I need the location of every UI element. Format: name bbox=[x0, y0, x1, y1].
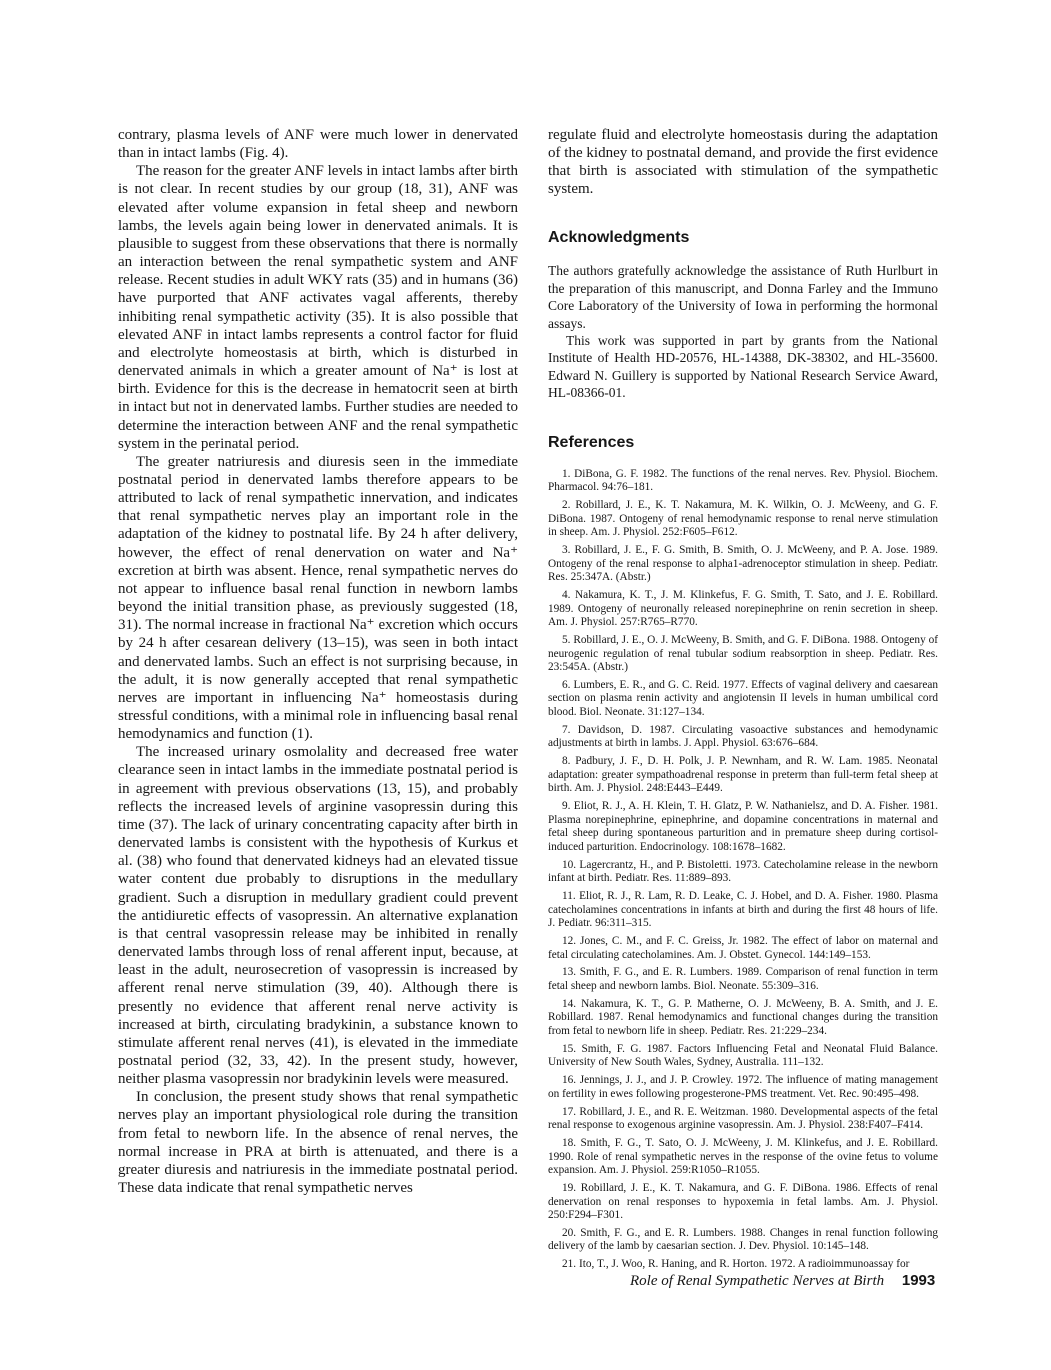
reference-item: 2. Robillard, J. E., K. T. Nakamura, M. K. Wilkin, O. J. McWeeny, and G. F. DiBona. 1987. Ontogeny of renal hemodynamic response to renal nerve stimulation in sheep. Am. J. Physiol. 252:F605–F612. bbox=[548, 499, 938, 539]
page-footer bbox=[630, 1272, 935, 1290]
acknowledgments-paragraph: The authors gratefully acknowledge the assistance of Ruth Hurlburt in the preparation of this manuscript, and Donna Farley and the Immuno Core Laboratory of the University of Iowa in performing the hormonal assays. bbox=[548, 263, 938, 331]
reference-item: 7. Davidson, D. 1987. Circulating vasoactive substances and hemodynamic adjustments at birth in lambs. J. Appl. Physiol. 63:676–684. bbox=[548, 723, 938, 750]
body-paragraph: contrary, plasma levels of ANF were much lower in denervated than in intact lambs (Fig. 4). bbox=[118, 127, 518, 162]
reference-item: 5. Robillard, J. E., O. J. McWeeny, B. Smith, and G. F. DiBona. 1988. Ontogeny of neurogenic regulation of renal tubular sodium reabsorption in sheep. Pediatr. Res. 23:545A. (Abstr.) bbox=[548, 633, 938, 674]
body-paragraph: The reason for the greater ANF levels in intact lambs after birth is not clear. In recent studies by our group (18, 31), ANF was elevated after volume expansion in fetal sheep and newborn lambs, the levels again being lower in denervated animals. It is plausible to suggest from these observations that there is normally an interaction between the renal sympathetic system and ANF release. Recent studies in adult WKY rats (35) and in humans (36) have purported that ANF activates vagal afferents, thereby inhibiting renal sympathetic activity (35). It is also possible that elevated ANF in intact lambs represents a control factor for fluid and electrolyte homeostasis at birth, which is disturbed in denervated animals in which a greater amount of Na⁺ is lost at birth. Evidence for this is the decrease in hematocrit seen at birth in intact but not in denervated lambs. Further studies are needed to determine the interaction between ANF and the renal sympathetic system in the perinatal period. bbox=[118, 163, 518, 452]
reference-item: 3. Robillard, J. E., F. G. Smith, B. Smith, O. J. McWeeny, and P. A. Jose. 1989. Ontogeny of the renal response to alpha1-adrenoceptor stimulation in sheep. Pediatr. Res. 25:347A. (Abstr.) bbox=[548, 543, 938, 584]
reference-item: 20. Smith, F. G., and E. R. Lumbers. 1988. Changes in renal function following delivery of the lamb by caesarian section. J. Dev. Physiol. 10:145–148. bbox=[548, 1226, 938, 1253]
reference-item: 11. Eliot, R. J., R. Lam, R. D. Leake, C. J. Hobel, and D. A. Fisher. 1980. Plasma catecholamines concentrations in infants at birth and during the first 48 hours of life. J. Pediatr. 96:311–315. bbox=[548, 890, 938, 930]
reference-item: 6. Lumbers, E. R., and G. C. Reid. 1977. Effects of vaginal delivery and caesarean section on plasma renin activity and angiotensin II levels in human umbilical cord blood. Biol. Neonate. 31:127–134. bbox=[548, 678, 938, 719]
reference-item: 8. Padbury, J. F., D. H. Polk, J. P. Newnham, and R. W. Lam. 1985. Neonatal adaptation: greater sympathoadrenal response in preterm than full-term fetal sheep at birth. Am. J. Physiol. 248:E443–E449. bbox=[548, 755, 938, 795]
body-paragraph: In conclusion, the present study shows that renal sympathetic nerves play an important physiological role during the transition from fetal to newborn life. In the absence of renal nerves, the normal increase in PRA at birth is attenuated, and there is a greater diuresis and natriuresis in the immediate postnatal period. These data indicate that renal sympathetic nerves bbox=[118, 1089, 518, 1197]
body-paragraph: The increased urinary osmolality and decreased free water clearance seen in intact lambs in the immediate postnatal period is in agreement with previous observations (13, 15), and probably reflects the increased levels of arginine vasopressin during this time (37). The lack of urinary concentrating capacity after birth in denervated lambs is consistent with the hypothesis of Kurkus et al. (38) who found that denervated kidneys had an elevated tissue water content due probably to disruptions in the medullary gradient. Such a disruption in medullary gradient could prevent the antidiuretic effects of vasopressin. An alternative explanation is that central vasopressin release may be inhibited in renally denervated lambs through loss of renal afferent input, because, at least in the adult, neurosecretion of vasopressin is increased by afferent renal nerve stimulation (39, 40). Although there is presently no evidence that afferent renal nerve activity is increased at birth, circulating bradykinin, a substance known to stimulate afferent renal nerves (41), is elevated in the immediate postnatal period (32, 33, 42). In the present study, however, neither plasma vasopressin nor bradykinin levels were measured. bbox=[118, 744, 518, 1088]
acknowledgments-paragraph: This work was supported in part by grants from the National Institute of Health HD-20576, HL-14388, DK-38302, and HL-35600. Edward N. Guillery is supported by National Research Service Award, HL-08366-01. bbox=[548, 333, 938, 401]
reference-item: 21. Ito, T., J. Woo, R. Haning, and R. Horton. 1972. A radioimmunoassay for bbox=[562, 1258, 910, 1271]
acknowledgments-section bbox=[548, 262, 938, 401]
right-column bbox=[548, 126, 938, 1276]
body-paragraph: regulate fluid and electrolyte homeostasis during the adaptation of the kidney to postnatal demand, and provide the first evidence that birth is associated with stimulation of the sympathetic system. bbox=[548, 127, 938, 198]
page-number: 1993 bbox=[901, 1272, 936, 1289]
acknowledgments-heading: Acknowledgments bbox=[548, 229, 690, 247]
reference-item: 15. Smith, F. G. 1987. Factors Influencing Fetal and Neonatal Fluid Balance. University of New South Wales, Sydney, Australia. 111–132. bbox=[548, 1042, 938, 1069]
reference-item: 13. Smith, F. G., and E. R. Lumbers. 1989. Comparison of renal function in term fetal sheep and newborn lambs. Biol. Neonate. 55:309–316. bbox=[548, 966, 938, 993]
reference-item: 12. Jones, C. M., and F. C. Greiss, Jr. 1982. The effect of labor on maternal and fetal circulating catecholamines. Am. J. Obstet. Gynecol. 144:149–153. bbox=[548, 935, 938, 961]
reference-item: 17. Robillard, J. E., and R. E. Weitzman. 1980. Developmental aspects of the fetal renal response to exogenous arginine vasopressin. Am. J. Physiol. 238:F407–F414. bbox=[548, 1105, 938, 1132]
reference-item: 4. Nakamura, K. T., J. M. Klinkefus, F. G. Smith, T. Sato, and J. E. Robillard. 1989. Ontogeny of neuronally released norepinephrine on renin secretion in sheep. Am. J. Physiol. 257:R765–R770. bbox=[548, 588, 938, 629]
reference-item: 19. Robillard, J. E., K. T. Nakamura, and G. F. DiBona. 1986. Effects of renal denervation on renal responses to hypoxemia in fetal lambs. Am. J. Physiol. 250:F294–F301. bbox=[548, 1181, 938, 1222]
body-paragraph: The greater natriuresis and diuresis seen in the immediate postnatal period in denervated lambs therefore appears to be attributed to lack of renal sympathetic innervation, and indicates that renal sympathetic nerves play an important role in the adaptation of the kidney to postnatal life. By 24 h after delivery, however, the effect of renal denervation on water and Na⁺ excretion at birth was absent. Hence, renal sympathetic nerves do not appear to influence basal renal function in newborn lambs beyond the initial transition phase, as previously suggested (18, 31). The normal increase in fractional Na⁺ excretion which occurs by 24 h after cesarean delivery (13–15), was seen in both intact and denervated lambs. Such an effect is not surprising because, in the adult, it is now generally accepted that renal sympathetic nerves are important in influencing Na⁺ homeostasis during stressful conditions, with a minimal role in influencing basal renal hemodynamics and function (1). bbox=[118, 453, 518, 743]
left-column bbox=[118, 126, 518, 1197]
reference-item: 16. Jennings, J. J., and J. P. Crowley. 1972. The influence of mating management on fertility in ewes following progesterone-PMS treatment. Vet. Rec. 90:495–498. bbox=[548, 1074, 938, 1100]
reference-item: 14. Nakamura, K. T., G. P. Matherne, O. J. McWeeny, B. A. Smith, and J. E. Robillard. 1987. Renal hemodynamics and functional changes during the transition from fetal to newborn life in sheep. Pediatr. Res. 21:229–234. bbox=[548, 997, 938, 1038]
references-heading: References bbox=[548, 433, 635, 451]
running-title: Role of Renal Sympathetic Nerves at Birth bbox=[630, 1273, 885, 1289]
reference-item: 1. DiBona, G. F. 1982. The functions of the renal nerves. Rev. Physiol. Biochem. Pharmacol. 94:76–181. bbox=[548, 467, 938, 494]
reference-item: 9. Eliot, R. J., A. H. Klein, T. H. Glatz, P. W. Nathanielsz, and D. A. Fisher. 1981. Plasma norepinephrine, epinephrine, and dopamine concentrations in maternal and fetal sheep during spontaneous parturition and in premature sheep during cortisol-induced parturition. Endocrinology. 108:1678–1682. bbox=[548, 800, 938, 853]
references-list bbox=[548, 468, 938, 1272]
reference-item: 18. Smith, F. G., T. Sato, O. J. McWeeny, J. M. Klinkefus, and J. E. Robillard. 1990. Role of renal sympathetic nerves in the response of the ovine fetus to volume expansion. Am. J. Physiol. 259:R1050–R1055. bbox=[548, 1136, 938, 1177]
reference-item: 10. Lagercrantz, H., and P. Bistoletti. 1973. Catecholamine release in the newborn infant at birth. Pediatr. Res. 11:889–893. bbox=[548, 858, 938, 885]
